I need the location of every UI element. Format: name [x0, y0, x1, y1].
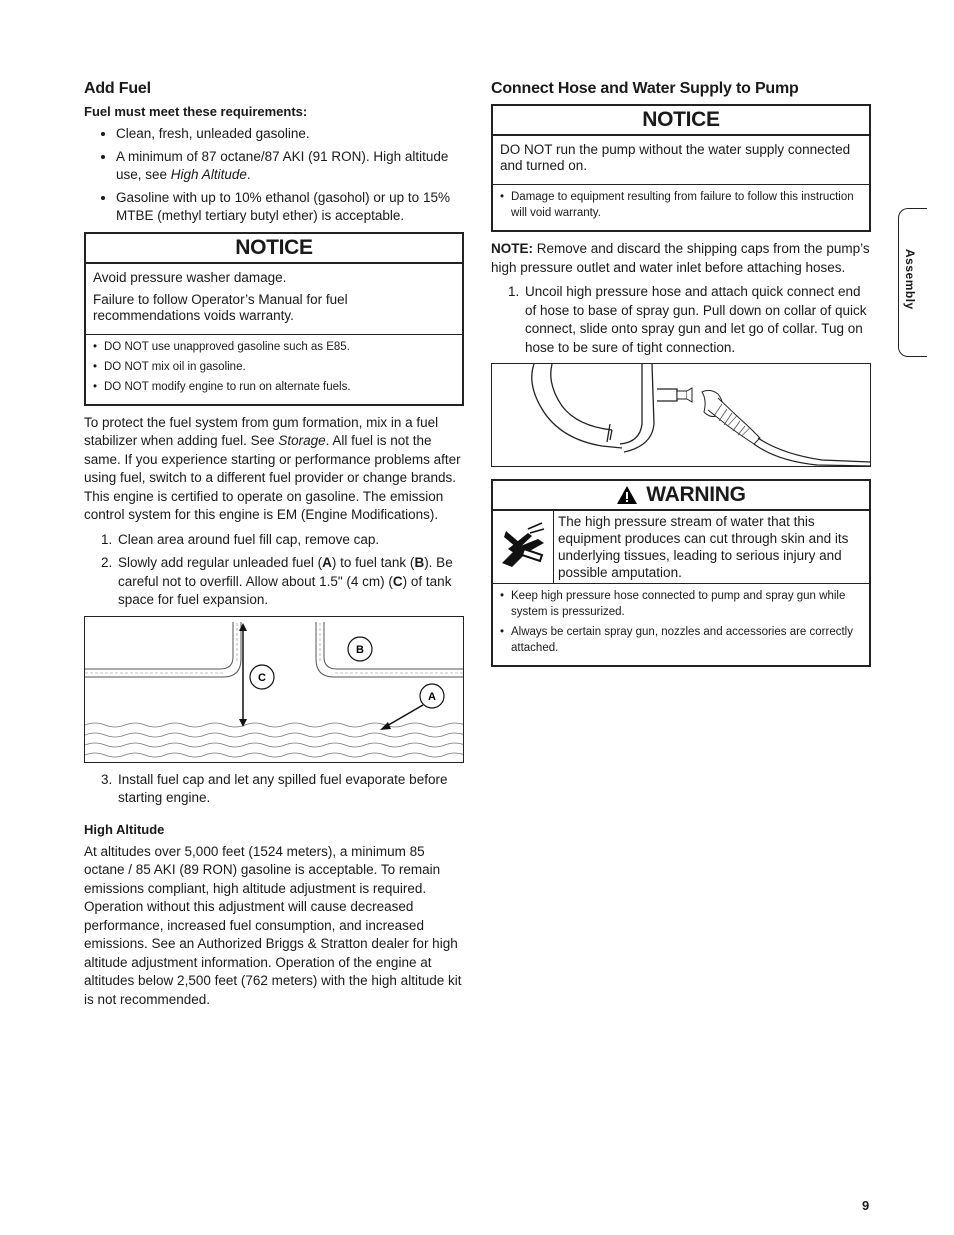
- high-altitude-link: High Altitude: [170, 167, 247, 182]
- callout-c: C: [258, 671, 266, 684]
- storage-link: Storage: [278, 433, 326, 448]
- spray-gun-hose-illustration: [492, 364, 870, 466]
- note-paragraph: NOTE: Remove and discard the shipping caps from the pump’s high pressure outlet and water inlet before attaching hoses.: [491, 241, 870, 275]
- requirements-heading: Fuel must meet these requirements:: [84, 104, 308, 119]
- spray-gun-figure: [491, 363, 871, 467]
- high-altitude-paragraph: At altitudes over 5,000 feet (1524 meters), a minimum 85 octane / 85 AKI (89 RON) gasoline is acceptable. To remain emissions compliant, high altitude adjustment is required. Operation without this adjustment will cause decreased performance, increased fuel consumption, and increased emissions. See an Authorized Briggs & Stratton dealer for high altitude adjustment information. Operation of the engine at altitudes below 2,500 feet (762 meters) with the high altitude kit is not recommended.: [84, 843, 462, 1007]
- requirements-list: [84, 125, 464, 226]
- list-item: 1. Clean area around fuel fill cap, remove cap.: [116, 531, 464, 550]
- fuel-tank-figure: [84, 616, 464, 763]
- injection-hazard-icon: [493, 511, 554, 583]
- connect-hose-heading: Connect Hose and Water Supply to Pump: [491, 80, 799, 97]
- notice-body: [86, 264, 462, 335]
- fuel-stabilizer-paragraph: To protect the fuel system from gum formation, mix in a fuel stabilizer when adding fuel. See Storage. All fuel is not the same. If you experience starting or performance problems after using fuel, switch to a different fuel provider or change brands. This engine is certified to operate on gasoline. The emission control system for this engine is EM (Engine Modifications).: [84, 414, 461, 522]
- notice-bullets: [493, 185, 869, 230]
- fuel-steps: [84, 531, 464, 610]
- fuel-tank-illustration: [85, 617, 463, 762]
- section-tab: [898, 208, 927, 357]
- warning-title: WARNING: [646, 483, 746, 506]
- section-tab-label: Assembly: [903, 249, 917, 310]
- notice-box-fuel: [84, 232, 464, 406]
- warning-bullets: [493, 584, 869, 665]
- list-item: • Always be certain spray gun, nozzles and accessories are correctly attached.: [511, 624, 865, 656]
- hose-steps: [491, 283, 871, 357]
- list-item: • DO NOT modify engine to run on alternate fuels.: [104, 379, 458, 395]
- notice-line: DO NOT run the pump without the water supply connected and turned on.: [500, 142, 851, 173]
- notice-header: NOTICE: [86, 234, 462, 264]
- warning-triangle-icon: [616, 485, 638, 505]
- list-item: • A minimum of 87 octane/87 AKI (91 RON). High altitude use, see High Altitude.: [116, 148, 464, 185]
- list-item: 1. Uncoil high pressure hose and attach quick connect end of hose to base of spray gun. Pull down on collar of quick connect, slide onto spray gun and let go of collar. Tug on hose to be sure of tight connection.: [523, 283, 871, 357]
- notice-line: Failure to follow Operator’s Manual for fuel recommendations voids warranty.: [93, 291, 348, 323]
- list-item: • Clean, fresh, unleaded gasoline.: [116, 125, 464, 144]
- list-item: 3. Install fuel cap and let any spilled fuel evaporate before starting engine.: [116, 771, 464, 808]
- list-item: 2. Slowly add regular unleaded fuel (A) to fuel tank (B). Be careful not to overfill. Allow about 1.5" (4 cm) (C) of tank space for fuel expansion.: [116, 554, 464, 610]
- warning-header: [493, 481, 869, 511]
- high-altitude-heading: High Altitude: [84, 821, 165, 837]
- list-item: • Gasoline with up to 10% ethanol (gasohol) or up to 15% MTBE (methyl tertiary butyl ether) is acceptable.: [116, 189, 464, 226]
- fuel-steps-continued: [84, 771, 464, 808]
- list-item: • Keep high pressure hose connected to pump and spray gun while system is pressurized.: [511, 588, 865, 620]
- notice-box-pump: [491, 104, 871, 232]
- add-fuel-heading: Add Fuel: [84, 80, 151, 97]
- warning-text: The high pressure stream of water that this equipment produces can cut through skin and its underlying tissues, leading to serious injury and possible amputation.: [558, 514, 849, 580]
- notice-body: [493, 136, 869, 185]
- page-number: 9: [862, 1198, 870, 1213]
- list-item: • Damage to equipment resulting from failure to follow this instruction will void warranty.: [511, 189, 865, 221]
- callout-b: B: [356, 643, 364, 656]
- notice-bullets: [86, 335, 462, 404]
- notice-header: NOTICE: [493, 106, 869, 136]
- callout-a: A: [428, 690, 436, 703]
- warning-box: [491, 479, 871, 667]
- warning-row: [493, 511, 869, 584]
- list-item: • DO NOT mix oil in gasoline.: [104, 359, 458, 375]
- left-column: [84, 80, 464, 1015]
- list-item: • DO NOT use unapproved gasoline such as E85.: [104, 339, 458, 355]
- notice-line: Avoid pressure washer damage.: [93, 269, 287, 285]
- right-column: [491, 80, 871, 675]
